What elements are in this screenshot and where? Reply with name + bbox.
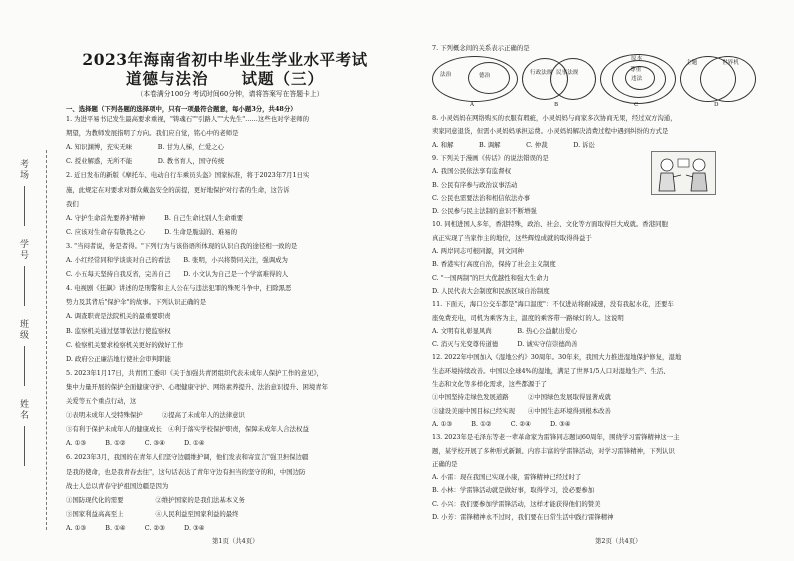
question-line: ③有利于保护未成年人的健康成长 ④利于落实学校保护职责，保障未成年人合法权益 xyxy=(66,425,309,434)
question-line: B. 小林：学雷锋活动就是做好事，取得学习，没必要参加 xyxy=(432,486,595,495)
question-line: B. 公民有序参与政治议事活动 xyxy=(432,180,518,189)
question-line: 集中力量开展的保护全面健康守护、心理健康守护、网络素养提升、法治意识提升、困境青年 xyxy=(66,382,329,391)
venn-d-option: D xyxy=(714,102,719,108)
binding-label-name: 姓名 xyxy=(20,400,30,421)
cartoon-illustration xyxy=(651,151,716,195)
binding-label-student-id: 学号 xyxy=(20,240,30,261)
question-line: A. 知识渊博，充实无味 B. 甘为人梯，仁爱之心 xyxy=(66,143,225,152)
question-line: A. 我国公民依法享有监督权 xyxy=(432,167,511,176)
question-line: 4. 电视剧《狂飙》讲述的是刑警和主人公在与违法犯罪的殊死斗争中，扫除黑恶 xyxy=(66,284,292,293)
binding-line xyxy=(24,186,26,226)
question-line: 真正实现了当家作主的地位，这些辉煌成就的取得得益于 xyxy=(432,233,592,242)
question-line: D. 公民参与民主法制的意识不断增强 xyxy=(432,207,537,216)
question-line: 正确的是 xyxy=(432,459,458,468)
question-line: ①国防现代化的需要 ②维护国家的是我们法基本义务 xyxy=(66,495,245,504)
question-line: A. 调查职责是法院机关的最重要职责 xyxy=(66,312,171,321)
question-line: 施，此规定在对要求对群众戴盔安全的前提，更好地保护对行者的生命，这告诉 xyxy=(66,185,290,194)
question-line: B. 监察机关通过惩罪依法行使监察权 xyxy=(66,326,171,335)
venn-c-outer-label: 原本 xyxy=(631,56,643,62)
question-line: 1. 为进平易书记发生最高要求重视，"铸魂石""引路人""大先生"……这些也对学老师的 xyxy=(66,115,310,123)
question-line: 3. "当闷者说，务是者得。"下列行为与该俗语所体现的认识自我的途径相一致的是 xyxy=(66,241,298,250)
question-line: ①表明未成年人受特殊保护 ②提高了未成年人的法律意识 xyxy=(66,411,245,420)
question-line: C. "一国两制"的巨大优越性和强大生命力 xyxy=(432,273,549,282)
venn-d-left-label: 主题 xyxy=(686,60,698,66)
question-line: A. 小雷：现在我国已实现小康，雷锋精神已经过时了 xyxy=(432,473,582,482)
question-line: 11. 下面天，海口公交车都是"海口温度"：不仅进站将耐减速，没有我起水花，还要车 xyxy=(432,300,674,309)
question-line: 生态和文化等多样化需求，这些都源于了 xyxy=(432,380,548,388)
question-line: C. 应该对生命存有敬畏之心 D. 生命是脆弱的、难易的 xyxy=(66,227,238,236)
question-line: ①中国坚持走绿色发展道路 ②中国绿色发展取得显著成就 xyxy=(432,393,611,402)
question-line: C. 检察机关要求检察机关更好的做好工作 xyxy=(66,340,184,349)
question-line: ③建设美丽中国目标已经实现 ④中国生态环境得到根本改善 xyxy=(432,406,611,415)
question-line: A. 文明有礼彰显风尚 B. 热心公益献出爱心 xyxy=(432,326,578,335)
question-line: 题，某学校开展了多种形式新颖、内容丰富的学雷锋活动，对学习雷锋精神，下列认识 xyxy=(432,446,675,455)
question-line: A. ①③ B. ①② C. ③④ D. ①④ xyxy=(66,439,205,448)
binding-label-exam-room: 考场 xyxy=(20,160,30,181)
question-line: 卖家同意退货，但需小灵妈妈承担运费。小灵妈妈解决消费过程中遇到纠纷的方式是 xyxy=(432,127,669,136)
question-line: B. 香港实行高度自治，保持了社会主义制度 xyxy=(432,260,556,269)
venn-b-option: B xyxy=(554,102,559,108)
question-line: 2. 近日发布的新版《摩托车、电动自行车乘员头盔》国家标准，将于2023年7月1日实 xyxy=(66,171,310,180)
question-line: D. 政府公正廉洁地行使社会审判职能 xyxy=(66,354,171,363)
question-line: 是我的使命，也是我青春去往"，这句话表达了青年守边有担当的坚守的和，中国边防 xyxy=(66,467,306,476)
question-line: A. 两岸同志可根同源，同文同种 xyxy=(432,247,524,255)
question-line: C. 消灭与光变尊传道德 D. 诚实守信崇德尚善 xyxy=(432,340,578,349)
question-line: D. 人民代表大会制度和民族区域自治制度 xyxy=(432,286,550,295)
venn-d-right-label: 世界机 xyxy=(722,60,739,66)
question-line: 关爱等五个重点行动，这 xyxy=(66,397,137,405)
venn-b-right xyxy=(550,58,596,100)
question-line: 生态环境持续改善。中国以全球4%的湿地，满足了世界1/5人口对湿地生产、生活、 xyxy=(432,366,670,375)
question-line: A. ①③ B. ①② C. ②④ D. ③④ xyxy=(432,419,571,428)
question-line: C. 公民也需要法治和相信依法办事 xyxy=(432,193,531,202)
question-line: A. 守护生命首先要养护精神 B. 自己生命比别人生命重要 xyxy=(66,213,244,222)
venn-c-mid-label: 尊重 xyxy=(630,67,642,73)
venn-b-mid-label: 民事法规 xyxy=(556,70,579,76)
exam-title: 2023年海南省初中毕业生学业水平考试 xyxy=(82,50,368,69)
question-line: A. 和解 B. 调解 C. 仲裁 D. 诉讼 xyxy=(432,140,595,149)
question-line: 座免费充电，司机为乘客为主，温度的乘客带一路绿灯的人。这说明 xyxy=(432,313,624,322)
question-line: 9. 下列关于漫画《传话》的说法错误的是 xyxy=(432,153,549,162)
question-line: C. 小兴：我们要参加学雷锋活动，这样才能获得他们的赞美 xyxy=(432,499,601,508)
question-line: ③国家利益高高至上 ④人民利益至国家利益的最终 xyxy=(66,509,239,518)
question-line: C. 授业解惑，无所不能 D. 教书育人，国守传统 xyxy=(66,157,225,166)
question-line: 13. 2023年是毛泽东等老一辈革命家为雷锋同志题词60周年，围绕学习雷锋精神这一主 xyxy=(432,433,680,442)
venn-c-inner-label: 违法 xyxy=(631,76,643,82)
question-line: 我们 xyxy=(66,199,79,208)
cut-line xyxy=(46,150,47,530)
exam-instructions: （本卷满分100分 考试时间60分钟，请将答案写在答题卡上） xyxy=(136,90,324,98)
venn-a-outer-label: 法治 xyxy=(440,72,452,78)
venn-a-option: A xyxy=(470,102,475,108)
exam-subject-title: 道德与法治 试题（三） xyxy=(125,69,324,88)
binding-label-class: 班级 xyxy=(20,320,30,341)
question-line: 6. 2023年3月，我国的在青年人们坚守边疆维护调，他们发表和寄宣言"强卫担保边疆 xyxy=(66,453,309,462)
binding-line xyxy=(24,346,26,386)
section-heading: 一、选择题（下列各题的选择项中，只有一项最符合题意，每小题3分，共48分） xyxy=(66,105,297,113)
binding-line xyxy=(24,426,26,466)
question-line: C. 小五每天坚持自我反省，完善自己 D. 小文认为自己是一个学富难得的人 xyxy=(66,270,289,279)
question-line: 5. 2023年1月17日，共青团工委印《关于加强共青团组织代表未成年人保护工作的意见》， xyxy=(66,368,324,377)
binding-line xyxy=(24,266,26,306)
question-line: 12. 2022年中国加入《湿地公约》30周年。30年来，我国大力推进湿地保护修复，湿地 xyxy=(432,353,682,362)
question-line: 10. 同相进国人多年，香港特殊，政治、社会、文化等方面取得巨大成就。香港同胞 xyxy=(432,220,668,229)
question-line: 期望，为教师发展指明了方向。我们应自觉，铭心中的老师是 xyxy=(66,129,239,138)
venn-c-option: C xyxy=(634,102,639,108)
question-7: 7. 下列概念间的关系表示正确的是 xyxy=(432,44,530,52)
page-footer-right: 第2页（共4页） xyxy=(595,537,642,545)
question-line: D. 小芳：雷锋精神永不过时，我们要在日常生活中践行雷锋精神 xyxy=(432,513,614,521)
question-line: A. 小红经常同和学谈谈对自己的看法 B. 张明，小兴将赞同关注，强调成为 xyxy=(66,256,288,264)
question-line: 势力及其背后"保护伞"的故事。下列认识正确的是 xyxy=(66,298,207,307)
venn-b-left-label: 行政法规 xyxy=(530,70,553,76)
question-line: 8. 小灵妈妈在网络购买的衣服有瑕疵，小灵妈妈与商家多次协商无果，经过双方沟通， xyxy=(432,114,677,122)
question-line: A. ①③ B. ①④ C. ②③ D. ③④ xyxy=(66,523,205,532)
question-line: 战士人总以青春守护祖国边疆是因为 xyxy=(66,481,169,490)
venn-a-inner-label: 德治 xyxy=(479,73,491,79)
binding-margin xyxy=(6,120,56,520)
page-footer-left: 第1页（共4页） xyxy=(212,537,259,545)
